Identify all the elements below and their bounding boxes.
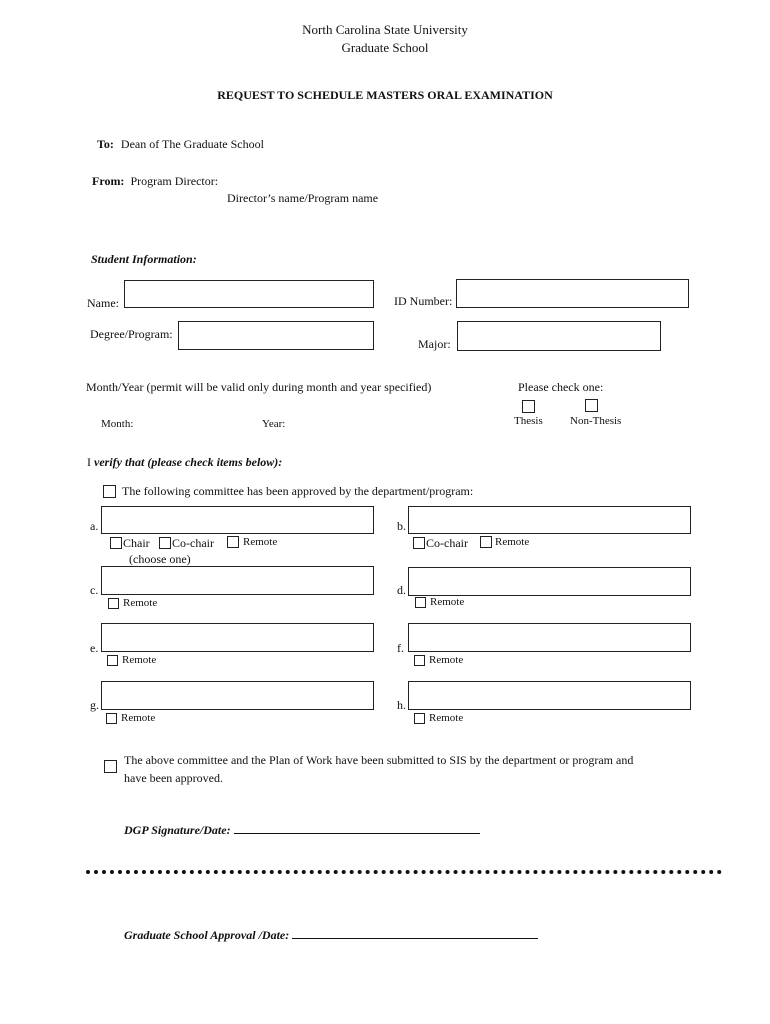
member-b-letter: b. <box>397 519 406 533</box>
remote-h-checkbox[interactable] <box>414 713 425 724</box>
member-d-letter: d. <box>397 583 406 597</box>
cochair-a-checkbox[interactable] <box>159 537 171 549</box>
remote-c-label: Remote <box>123 597 158 609</box>
from-label: From: <box>92 174 125 188</box>
chair-label: Chair <box>123 536 150 550</box>
dgp-signature-line <box>124 821 480 838</box>
check-one-label: Please check one: <box>518 380 604 394</box>
remote-b-label: Remote <box>495 536 530 548</box>
major-input[interactable] <box>457 321 661 351</box>
cut-line-separator <box>86 870 722 874</box>
remote-h-label: Remote <box>429 712 464 724</box>
from-value: Program Director: <box>130 174 219 188</box>
to-value: Dean of The Graduate School <box>120 137 264 151</box>
submission-line-1: The above committee and the Plan of Work have been submitted to SIS by the department or program and <box>124 753 634 767</box>
member-e-letter: e. <box>90 641 99 655</box>
id-number-label: ID Number: <box>394 294 453 308</box>
verify-heading <box>87 455 282 470</box>
remote-f-checkbox[interactable] <box>414 655 425 666</box>
member-g-input[interactable] <box>101 681 374 710</box>
committee-approved-checkbox[interactable] <box>103 485 116 498</box>
director-caption: Director’s name/Program name <box>227 191 379 205</box>
validity-label: Month/Year (permit will be valid only during month and year specified) <box>86 380 432 394</box>
remote-e-checkbox[interactable] <box>107 655 118 666</box>
member-f-letter: f. <box>397 641 404 655</box>
nonthesis-checkbox[interactable] <box>585 399 598 412</box>
chair-checkbox[interactable] <box>110 537 122 549</box>
name-label: Name: <box>87 296 119 310</box>
member-a-letter: a. <box>90 519 99 533</box>
month-label: Month: <box>101 418 134 430</box>
choose-one-note: (choose one) <box>129 552 191 566</box>
cochair-a-label: Co-chair <box>172 536 214 550</box>
member-h-input[interactable] <box>408 681 691 710</box>
year-label: Year: <box>262 418 286 430</box>
cochair-b-checkbox[interactable] <box>413 537 425 549</box>
nonthesis-label: Non-Thesis <box>570 415 622 427</box>
remote-b-checkbox[interactable] <box>480 536 492 548</box>
verify-emphasis: verify that (please check items below): <box>94 455 283 469</box>
gs-approval-line <box>124 926 538 943</box>
member-c-letter: c. <box>90 583 99 597</box>
remote-c-checkbox[interactable] <box>108 598 119 609</box>
member-a-input[interactable] <box>101 506 374 534</box>
major-label: Major: <box>418 337 451 351</box>
member-b-input[interactable] <box>408 506 691 534</box>
member-h-letter: h. <box>397 698 406 712</box>
cochair-b-label: Co-chair <box>426 536 468 550</box>
university-name: North Carolina State University <box>302 22 468 37</box>
form-title: REQUEST TO SCHEDULE MASTERS ORAL EXAMINATION <box>217 88 553 102</box>
remote-d-checkbox[interactable] <box>415 597 426 608</box>
remote-g-checkbox[interactable] <box>106 713 117 724</box>
school-name: Graduate School <box>341 40 429 55</box>
remote-a-checkbox[interactable] <box>227 536 239 548</box>
dgp-signature-label: DGP Signature/Date: <box>124 823 231 837</box>
student-info-heading: Student Information: <box>91 252 197 266</box>
degree-program-label: Degree/Program: <box>90 327 173 341</box>
member-d-input[interactable] <box>408 567 691 596</box>
to-line <box>97 137 264 152</box>
member-c-input[interactable] <box>101 566 374 595</box>
dgp-signature-field[interactable] <box>234 821 480 834</box>
thesis-label: Thesis <box>514 415 543 427</box>
remote-f-label: Remote <box>429 654 464 666</box>
id-number-input[interactable] <box>456 279 689 308</box>
gs-approval-label: Graduate School Approval /Date: <box>124 928 290 942</box>
member-e-input[interactable] <box>101 623 374 652</box>
from-line <box>92 174 218 189</box>
gs-approval-field[interactable] <box>292 926 538 939</box>
name-input[interactable] <box>124 280 374 308</box>
remote-a-label: Remote <box>243 536 278 548</box>
submission-line-2: have been approved. <box>124 771 223 785</box>
member-g-letter: g. <box>90 698 99 712</box>
to-label: To: <box>97 137 114 151</box>
remote-e-label: Remote <box>122 654 157 666</box>
member-f-input[interactable] <box>408 623 691 652</box>
remote-g-label: Remote <box>121 712 156 724</box>
verify-prefix: I <box>87 455 94 469</box>
thesis-checkbox[interactable] <box>522 400 535 413</box>
sis-submitted-checkbox[interactable] <box>104 760 117 773</box>
remote-d-label: Remote <box>430 596 465 608</box>
committee-statement: The following committee has been approved by the department/program: <box>122 484 474 498</box>
degree-program-input[interactable] <box>178 321 374 350</box>
